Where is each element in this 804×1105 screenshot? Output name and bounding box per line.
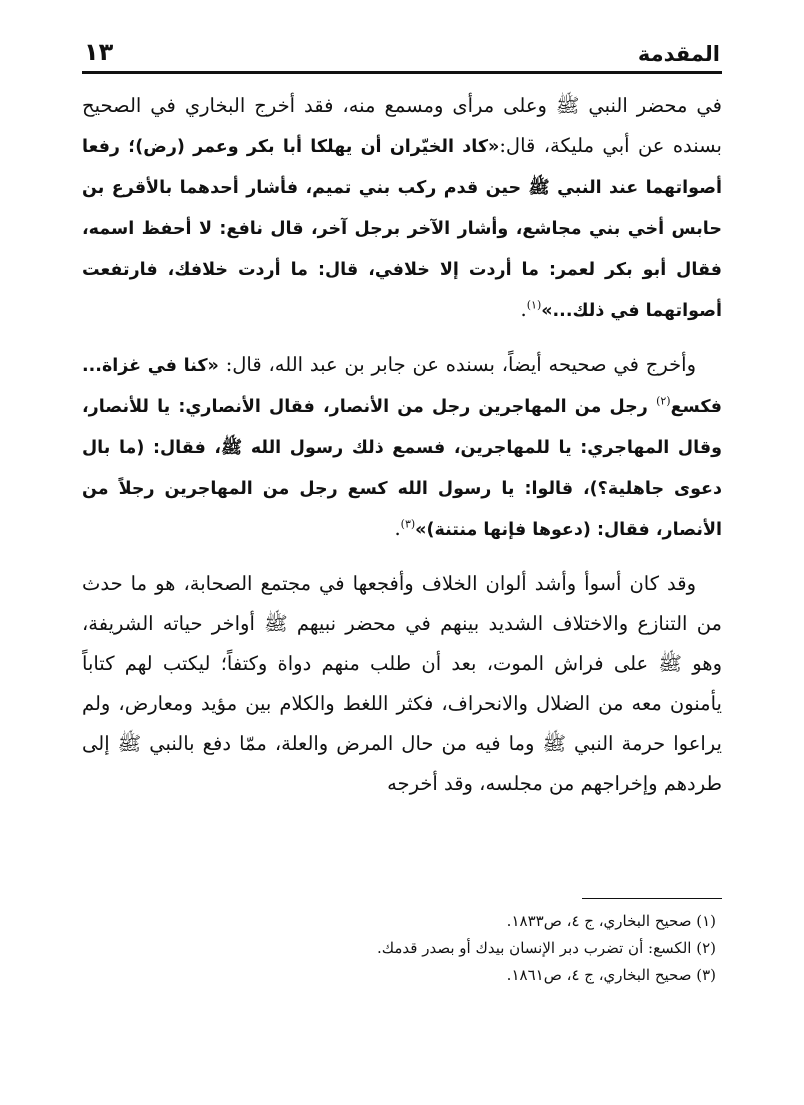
footnote-separator <box>582 898 722 899</box>
footnotes <box>82 908 722 989</box>
header-rule <box>82 71 722 74</box>
paragraph-2-tail: . <box>394 517 401 540</box>
footnote-1: (١) صحيح البخاري، ج ٤، ص١٨٣٣. <box>506 912 716 930</box>
paragraph-2-quote-b: رجل من المهاجرين رجل من الأنصار، فقال الأنصاري: يا للأنصار، وقال المهاجري: يا للمهاجرين، فسمع ذلك رسول الله ﷺ، فقال: (ما بال دعوى جاهلية؟)، قالوا: يا رسول الله كسع رجل من المهاجرين رجلاً من الأنصار، فقال: (دعوها فإنها منتنة)» <box>82 397 722 540</box>
paragraph-1-quote: «كاد الخيّران أن يهلكا أبا بكر وعمر (رض)؛ رفعا أصواتهما عند النبي ﷺ حين قدم ركب بني تميم، فأشار أحدهما بالأقرع بن حابس أخي بني مجاشع، وأشار الآخر برجل آخر، قال نافع: لا أحفظ اسمه، فقال أبو بكر لعمر: ما أردت إلا خلافي، قال: ما أردت خلافك، فارتفعت أصواتهما في ذلك...» <box>82 137 722 321</box>
paragraph-1-tail: . <box>520 298 527 321</box>
footnote-3: (٣) صحيح البخاري، ج ٤، ص١٨٦١. <box>506 966 716 984</box>
footnote-ref-2[interactable]: (٢) <box>656 394 671 408</box>
paragraph-3 <box>82 564 722 804</box>
paragraph-2-quote-a: «كنا في غزاة... فكسع <box>82 356 722 417</box>
page-number: ١٣ <box>84 38 114 66</box>
footnote-2: (٢) الكسع: أن تضرب دبر الإنسان بيدك أو بصدر قدمك. <box>376 939 716 957</box>
paragraph-3-text: وقد كان أسوأ وأشد ألوان الخلاف وأفجعها في مجتمع الصحابة، هو ما حدث من التنازع والاختلاف الشديد بينهم في محضر نبيهم ﷺ أواخر حياته الشريفة، وهو ﷺ على فراش الموت، بعد أن طلب منهم دواة وكتفاً؛ ليكتب لهم كتاباً يأمنون معه من الضلال والانحراف، فكثر اللغط والكلام بين مؤيد ومعارض، ولم يراعوا حرمة النبي ﷺ وما فيه من حال المرض والعلة، ممّا دفع بالنبي ﷺ إلى طردهم وإخراجهم من مجلسه، وقد أخرجه <box>82 572 722 795</box>
main-text <box>82 86 722 818</box>
section-title: المقدمة <box>637 42 720 66</box>
page-header <box>84 26 720 66</box>
paragraph-2-lead: وأخرج في صحيحه أيضاً، بسنده عن جابر بن عبد الله، قال: <box>225 353 696 376</box>
paragraph-2 <box>82 345 722 550</box>
paragraph-1 <box>82 86 722 331</box>
footnote-ref-3[interactable]: (٣) <box>400 517 416 531</box>
footnote-ref-1[interactable]: (١) <box>526 298 542 312</box>
paragraph-1-lead: في محضر النبي ﷺ وعلى مرأى ومسمع منه، فقد أخرج البخاري في الصحيح بسنده عن أبي مليكة، قال: <box>82 94 722 157</box>
